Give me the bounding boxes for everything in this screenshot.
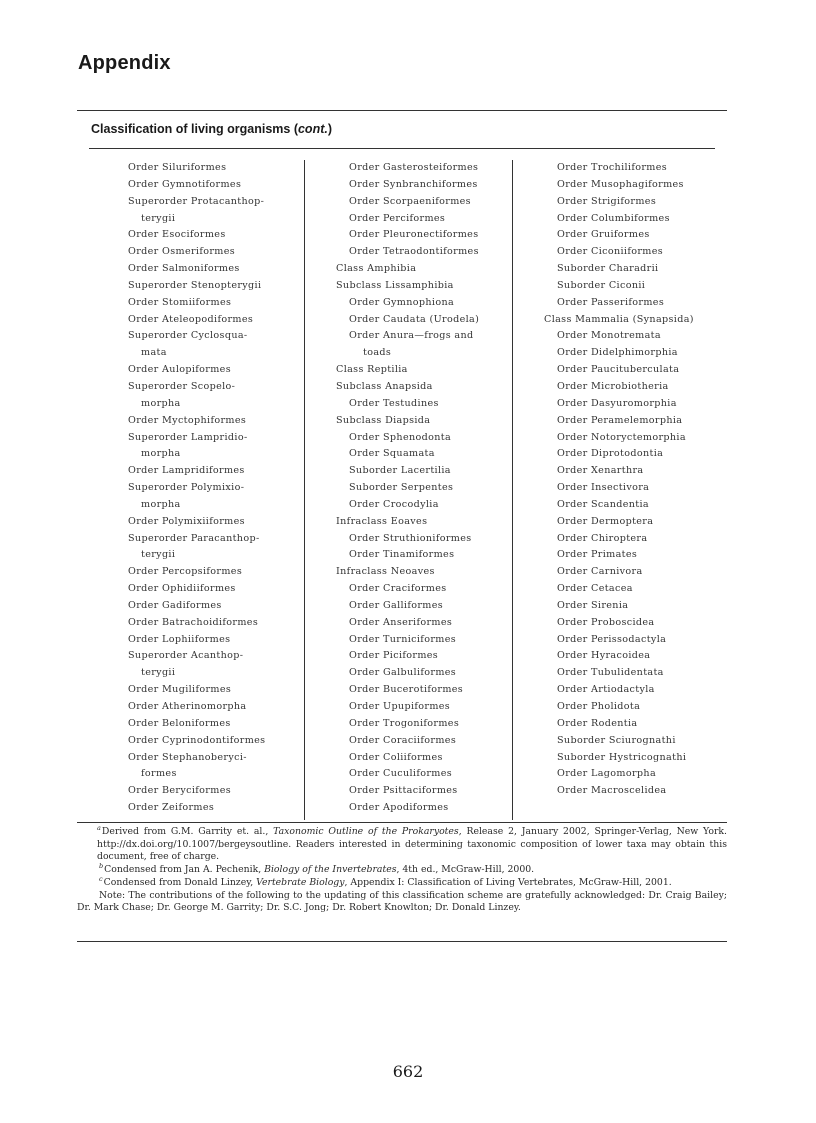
taxon-entry: Order Piciformes [349, 650, 439, 662]
taxon-entry: Superorder Scopelo- [128, 380, 236, 392]
taxon-entry: Infraclass Eoaves [336, 515, 428, 527]
taxon-entry: Order Notoryctemorphia [557, 431, 686, 443]
taxon-entry: Superorder Protacanthop- [128, 195, 265, 207]
taxon-entry: Superorder Stenopterygii [128, 279, 262, 291]
taxon-entry: morpha [141, 448, 181, 460]
taxon-entry: Order Caudata (Urodela) [349, 313, 480, 325]
taxon-entry: Order Aulopiformes [128, 364, 231, 376]
taxon-entry: Order Tinamiformes [349, 549, 455, 561]
footnote-b [77, 864, 727, 877]
taxon-entry: Suborder Serpentes [349, 482, 454, 494]
taxon-entry: Order Cyprinodontiformes [128, 734, 266, 746]
footnote-a-mark: a [97, 824, 101, 832]
taxon-entry: Order Psittaciformes [349, 785, 458, 797]
footnote-a-title: Taxonomic Outline of the Prokaryotes [273, 826, 459, 837]
taxon-entry: Order Sphenodonta [349, 431, 452, 443]
footnote-c-title: Vertebrate Biology [256, 876, 345, 888]
title-suffix: ) [327, 122, 333, 136]
taxon-entry: Order Columbiformes [557, 212, 670, 224]
taxon-entry: terygii [141, 549, 176, 561]
taxon-entry: Superorder Polymixio- [128, 482, 245, 494]
taxon-entry: Order Ateleopodiformes [128, 313, 254, 325]
taxon-entry: Superorder Paracanthop- [128, 532, 260, 544]
taxon-entry: Suborder Lacertilia [349, 465, 451, 477]
taxon-entry: Order Atherinomorpha [128, 701, 247, 712]
title-cont: cont. [297, 122, 328, 136]
taxon-entry: Order Passeriformes [557, 296, 665, 308]
taxon-entry: Class Reptilia [336, 364, 408, 376]
taxon-entry: morpha [141, 397, 181, 409]
taxon-entry: Order Didelphimorphia [557, 347, 678, 359]
taxon-entry: Order Gadiformes [128, 599, 222, 611]
taxon-entry: Order Paucituberculata [557, 364, 680, 376]
taxon-entry: Order Rodentia [557, 717, 638, 729]
taxon-entry: Order Ciconiiformes [557, 246, 664, 258]
taxon-entry: Class Amphibia [336, 263, 417, 275]
taxon-entry: Order Galliformes [349, 599, 444, 611]
taxon-entry: Order Beloniformes [128, 717, 231, 729]
taxon-entry: mata [141, 347, 167, 359]
taxon-entry: Order Sirenia [557, 599, 629, 611]
taxon-entry: Order Anura—frogs and [349, 330, 474, 342]
footnotes [77, 826, 727, 915]
taxon-entry: Order Lagomorpha [557, 768, 657, 780]
footnote-c-pre: Condensed from Donald Linzey, [103, 876, 257, 888]
taxon-entry: Order Perissodactyla [557, 633, 667, 645]
taxon-entry: Order Stomiiformes [128, 296, 232, 308]
taxon-entry: Suborder Sciurognathi [557, 734, 676, 746]
taxon-entry: Order Mugiliformes [128, 684, 232, 696]
taxon-entry: Order Crocodylia [349, 498, 439, 510]
taxon-entry: Order Tubulidentata [557, 667, 664, 679]
taxon-entry: Order Apodiformes [349, 802, 449, 814]
taxon-entry: Order Galbuliformes [349, 667, 457, 679]
column-1 [89, 160, 305, 820]
taxon-entry: terygii [141, 667, 176, 679]
taxon-entry: Order Ophidiiformes [128, 583, 236, 595]
taxon-entry: Order Insectivora [557, 482, 650, 494]
taxon-entry: Order Gymnophiona [349, 296, 455, 308]
taxon-entry: Infraclass Neoaves [336, 566, 435, 578]
taxon-entry: Order Testudines [349, 397, 439, 409]
taxon-entry: Order Monotremata [557, 330, 661, 342]
taxon-entry: Order Bucerotiformes [349, 684, 464, 696]
footnote-b-post: , 4th ed., McGraw-Hill, 2000. [396, 864, 535, 876]
footnote-c-post: , Appendix I: Classification of Living Vertebrates, McGraw-Hill, 2001. [344, 876, 672, 888]
taxon-entry: Order Batrachoidiformes [128, 616, 259, 628]
taxon-entry: Order Tetraodontiformes [349, 246, 479, 258]
taxon-entry: Order Myctophiformes [128, 414, 247, 426]
footnote-a-post: , Release 2, January 2002, Springer-Verlag, New York. http://dx.doi.org/10.1007/bergeysoutline. Readers interested in determining taxonomic composition of lower taxa may obtain this document, free of charge. [97, 826, 727, 863]
taxon-entry: Order Perciformes [349, 212, 446, 224]
acknowledgment-note: Note: The contributions of the following to the updating of this classification scheme are gratefully acknowledged: Dr. Craig Bailey; Dr. Mark Chase; Dr. George M. Garrity; Dr. S.C. Jong; Dr. Robert Knowlton; Dr. Donald Linzey. [77, 889, 727, 914]
table-title [91, 122, 332, 136]
taxon-entry: Order Upupiformes [349, 701, 451, 712]
taxon-entry: terygii [141, 212, 176, 224]
taxon-entry: Subclass Diapsida [336, 414, 431, 426]
title-rule [89, 148, 715, 149]
taxon-entry: Order Diprotodontia [557, 448, 664, 460]
taxon-entry: Order Musophagiformes [557, 178, 684, 190]
taxon-entry: Order Pleuronectiformes [349, 229, 479, 241]
taxon-entry: toads [363, 347, 392, 359]
taxon-entry: Order Coraciiformes [349, 734, 457, 746]
footnote-a-pre: Derived from G.M. Garrity et. al., [101, 826, 274, 837]
footnote-c-mark: c [99, 874, 103, 883]
taxon-entry: Order Osmeriformes [128, 246, 236, 258]
notes-rule [77, 822, 727, 823]
taxon-entry: Suborder Ciconii [557, 279, 646, 291]
taxon-entry: Order Microbiotheria [557, 380, 669, 392]
taxon-entry: Order Squamata [349, 448, 435, 460]
page-number: 662 [392, 1062, 424, 1081]
taxon-entry: Order Dasyuromorphia [557, 397, 677, 409]
taxon-entry: Order Polymixiiformes [128, 515, 245, 527]
taxon-entry: Order Hyracoidea [557, 650, 651, 662]
taxon-entry: Order Macroscelidea [557, 785, 667, 797]
taxon-entry: Order Carnivora [557, 566, 643, 578]
taxon-entry: Order Synbranchiformes [349, 178, 478, 190]
footnote-b-title: Biology of the Invertebrates [264, 864, 397, 876]
taxon-entry: Order Beryciformes [128, 785, 231, 797]
taxon-entry: Order Gymnotiformes [128, 178, 242, 190]
taxon-entry: Order Primates [557, 549, 638, 561]
taxon-entry: Order Dermoptera [557, 515, 654, 527]
taxon-entry: Order Turniciformes [349, 633, 457, 645]
column-3 [513, 160, 715, 820]
taxon-entry: Order Craciformes [349, 583, 447, 595]
taxon-entry: Order Peramelemorphia [557, 414, 683, 426]
taxon-entry: Order Scorpaeniformes [349, 195, 471, 207]
taxon-entry: Order Scandentia [557, 498, 649, 510]
taxon-entry: Order Trochiliformes [557, 162, 668, 173]
title-prefix: Classification of living organisms ( [91, 122, 298, 136]
footnote-b-mark: b [99, 862, 104, 871]
taxon-entry: Order Artiodactyla [557, 684, 655, 696]
classification-table [77, 110, 727, 942]
taxon-entry: Order Trogoniformes [349, 717, 460, 729]
taxon-entry: formes [141, 768, 177, 780]
taxon-entry: Order Stephanoberyci- [128, 751, 247, 763]
taxon-entry: Order Coliiformes [349, 751, 443, 763]
footnote-c [77, 874, 727, 890]
taxon-entry: Order Cetacea [557, 583, 633, 595]
taxon-entry: Order Gruiformes [557, 229, 650, 241]
taxon-entry: morpha [141, 498, 181, 510]
taxon-entry: Order Percopsiformes [128, 566, 243, 578]
taxon-entry: Order Esociformes [128, 229, 226, 241]
taxon-entry: Order Xenarthra [557, 465, 644, 477]
column-2 [305, 160, 513, 820]
taxon-entry: Order Zeiformes [128, 802, 215, 814]
taxon-entry: Order Proboscidea [557, 616, 655, 628]
footnote-a [77, 826, 727, 864]
taxon-entry: Order Struthioniformes [349, 532, 472, 544]
taxon-entry: Order Lampridiformes [128, 465, 245, 477]
taxon-entry: Order Salmoniformes [128, 263, 240, 275]
taxon-entry: Superorder Lampridio- [128, 431, 248, 443]
footnote-b-pre: Condensed from Jan A. Pechenik, [104, 864, 265, 876]
taxon-entry: Order Strigiformes [557, 195, 657, 207]
taxon-entry: Suborder Charadrii [557, 263, 659, 275]
taxon-entry: Class Mammalia (Synapsida) [544, 313, 694, 325]
taxon-entry: Superorder Acanthop- [128, 650, 244, 662]
taxon-entry: Order Cuculiformes [349, 768, 453, 780]
taxon-entry: Superorder Cyclosqua- [128, 330, 248, 342]
taxon-entry: Subclass Lissamphibia [336, 279, 454, 291]
taxon-entry: Order Anseriformes [349, 616, 453, 628]
taxon-entry: Order Lophiiformes [128, 633, 231, 645]
taxon-entry: Order Siluriformes [128, 162, 227, 173]
taxon-entry: Subclass Anapsida [336, 380, 433, 392]
page-heading: Appendix [78, 52, 171, 74]
taxon-entry: Order Chiroptera [557, 532, 648, 544]
taxon-entry: Order Pholidota [557, 701, 641, 712]
taxon-entry: Suborder Hystricognathi [557, 751, 687, 763]
taxon-entry: Order Gasterosteiformes [349, 162, 479, 173]
